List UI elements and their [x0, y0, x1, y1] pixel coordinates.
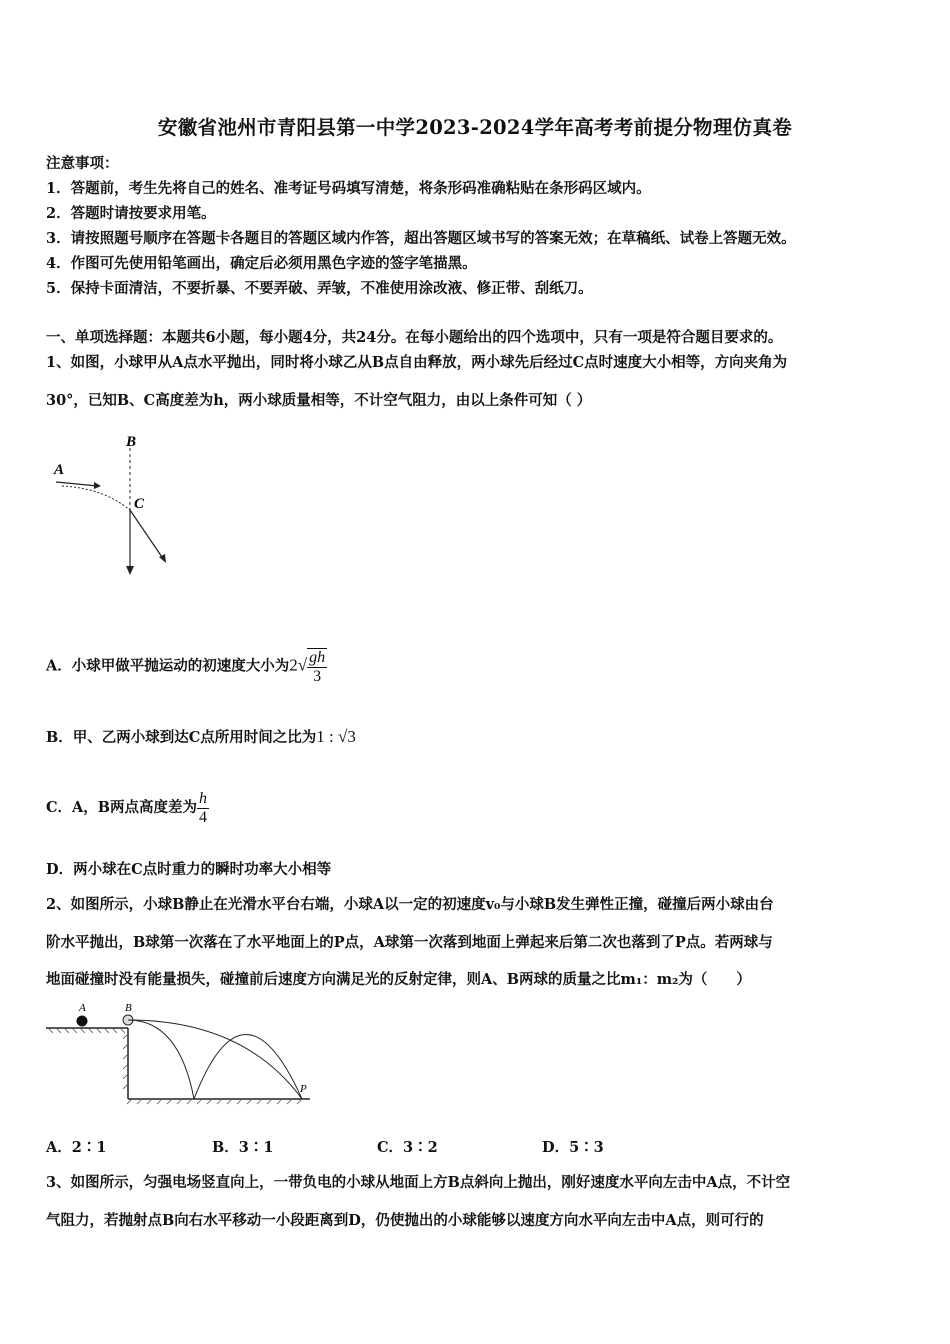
q2-ball-b-arc: [128, 1020, 302, 1099]
notice-item: 4．作图可先使用铅笔画出，确定后必须用黑色字迹的签字笔描黑。: [46, 255, 477, 272]
notice-item: 3．请按照题号顺序在答题卡各题目的答题区域内作答，超出答题区域书写的答案无效；在草稿纸、试卷上答题无效。: [46, 230, 796, 247]
q1-figure: [48, 430, 188, 580]
q1-velocity-arrow: [130, 510, 164, 560]
page-title: 安徽省池州市青阳县第一中学2023-2024学年高考考前提分物理仿真卷: [157, 116, 793, 139]
q1-stem-line: 30°，已知B、C高度差为h，两小球质量相等，不计空气阻力，由以上条件可知（ ）: [46, 392, 592, 409]
q2-ball-a-first-arc: [128, 1020, 194, 1099]
q2-stem-line: 2、如图所示，小球B静止在光滑水平台右端，小球A以一定的初速度v₀与小球B发生弹性正撞，碰撞后两小球由台: [46, 896, 774, 913]
q1-option-b: B．甲、乙两小球到达C点所用时间之比为1 : √3: [46, 727, 356, 746]
q2-ball-a: [77, 1016, 88, 1027]
q2-stem-line: 阶水平抛出，B球第一次落在了水平地面上的P点，A球第一次落到地面上弹起来后第二次也落到了P点。若两球与: [46, 934, 773, 951]
q1-label-c: C: [134, 496, 145, 512]
q1-trajectory: [62, 486, 130, 510]
q2-option-a: A．2∶1: [46, 1139, 107, 1156]
notice-item: 5．保持卡面清洁，不要折暴、不要弄破、弄皱，不准使用涂改液、修正带、刮纸刀。: [46, 280, 593, 297]
q1-horizontal-arrow: [56, 482, 98, 486]
q2-label-p: P: [300, 1083, 307, 1095]
q1-option-a: A．小球甲做平抛运动的初速度大小为2√ $\frac{gh}{3}$: [46, 649, 326, 685]
notice-heading: 注意事项：: [46, 155, 119, 172]
q2-ball-a-bounce-arc: [194, 1035, 302, 1100]
q3-stem-line: 气阻力，若抛射点B向右水平移动一小段距离到D，仍使抛出的小球能够以速度方向水平向左击中A点，则可行的: [46, 1212, 764, 1229]
q2-figure: [44, 1000, 320, 1110]
q1-label-a: A: [54, 462, 65, 478]
q1-option-c: C．A，B两点高度差为 $\frac{h}{4}$: [46, 790, 208, 826]
notice-item: 1．答题前，考生先将自己的姓名、准考证号码填写清楚，将条形码准确粘贴在条形码区域内。: [46, 180, 651, 197]
notice-item: 2．答题时请按要求用笔。: [46, 205, 216, 222]
q2-option-b: B．3∶1: [212, 1139, 274, 1156]
q2-option-d: D．5∶3: [542, 1139, 604, 1156]
q3-stem-line: 3、如图所示，匀强电场竖直向上，一带负电的小球从地面上方B点斜向上抛出，刚好速度水平向左击中A点，不计空: [46, 1174, 791, 1191]
q2-label-b: B: [125, 1002, 132, 1014]
q2-option-c: C．3∶2: [377, 1139, 438, 1156]
q1-stem-line: 1、如图，小球甲从A点水平抛出，同时将小球乙从B点自由释放，两小球先后经过C点时速度大小相等，方向夹角为: [46, 354, 788, 371]
section-heading: 一、单项选择题：本题共6小题，每小题4分，共24分。在每小题给出的四个选项中，只有一项是符合题目要求的。: [46, 329, 783, 346]
q2-label-a: A: [79, 1002, 86, 1014]
q1-label-b: B: [126, 434, 137, 450]
q1-option-d: D．两小球在C点时重力的瞬时功率大小相等: [46, 861, 332, 878]
q2-stem-line: 地面碰撞时没有能量损失，碰撞前后速度方向满足光的反射定律，则A、B两球的质量之比m₁：m₂为（ ）: [46, 971, 751, 988]
